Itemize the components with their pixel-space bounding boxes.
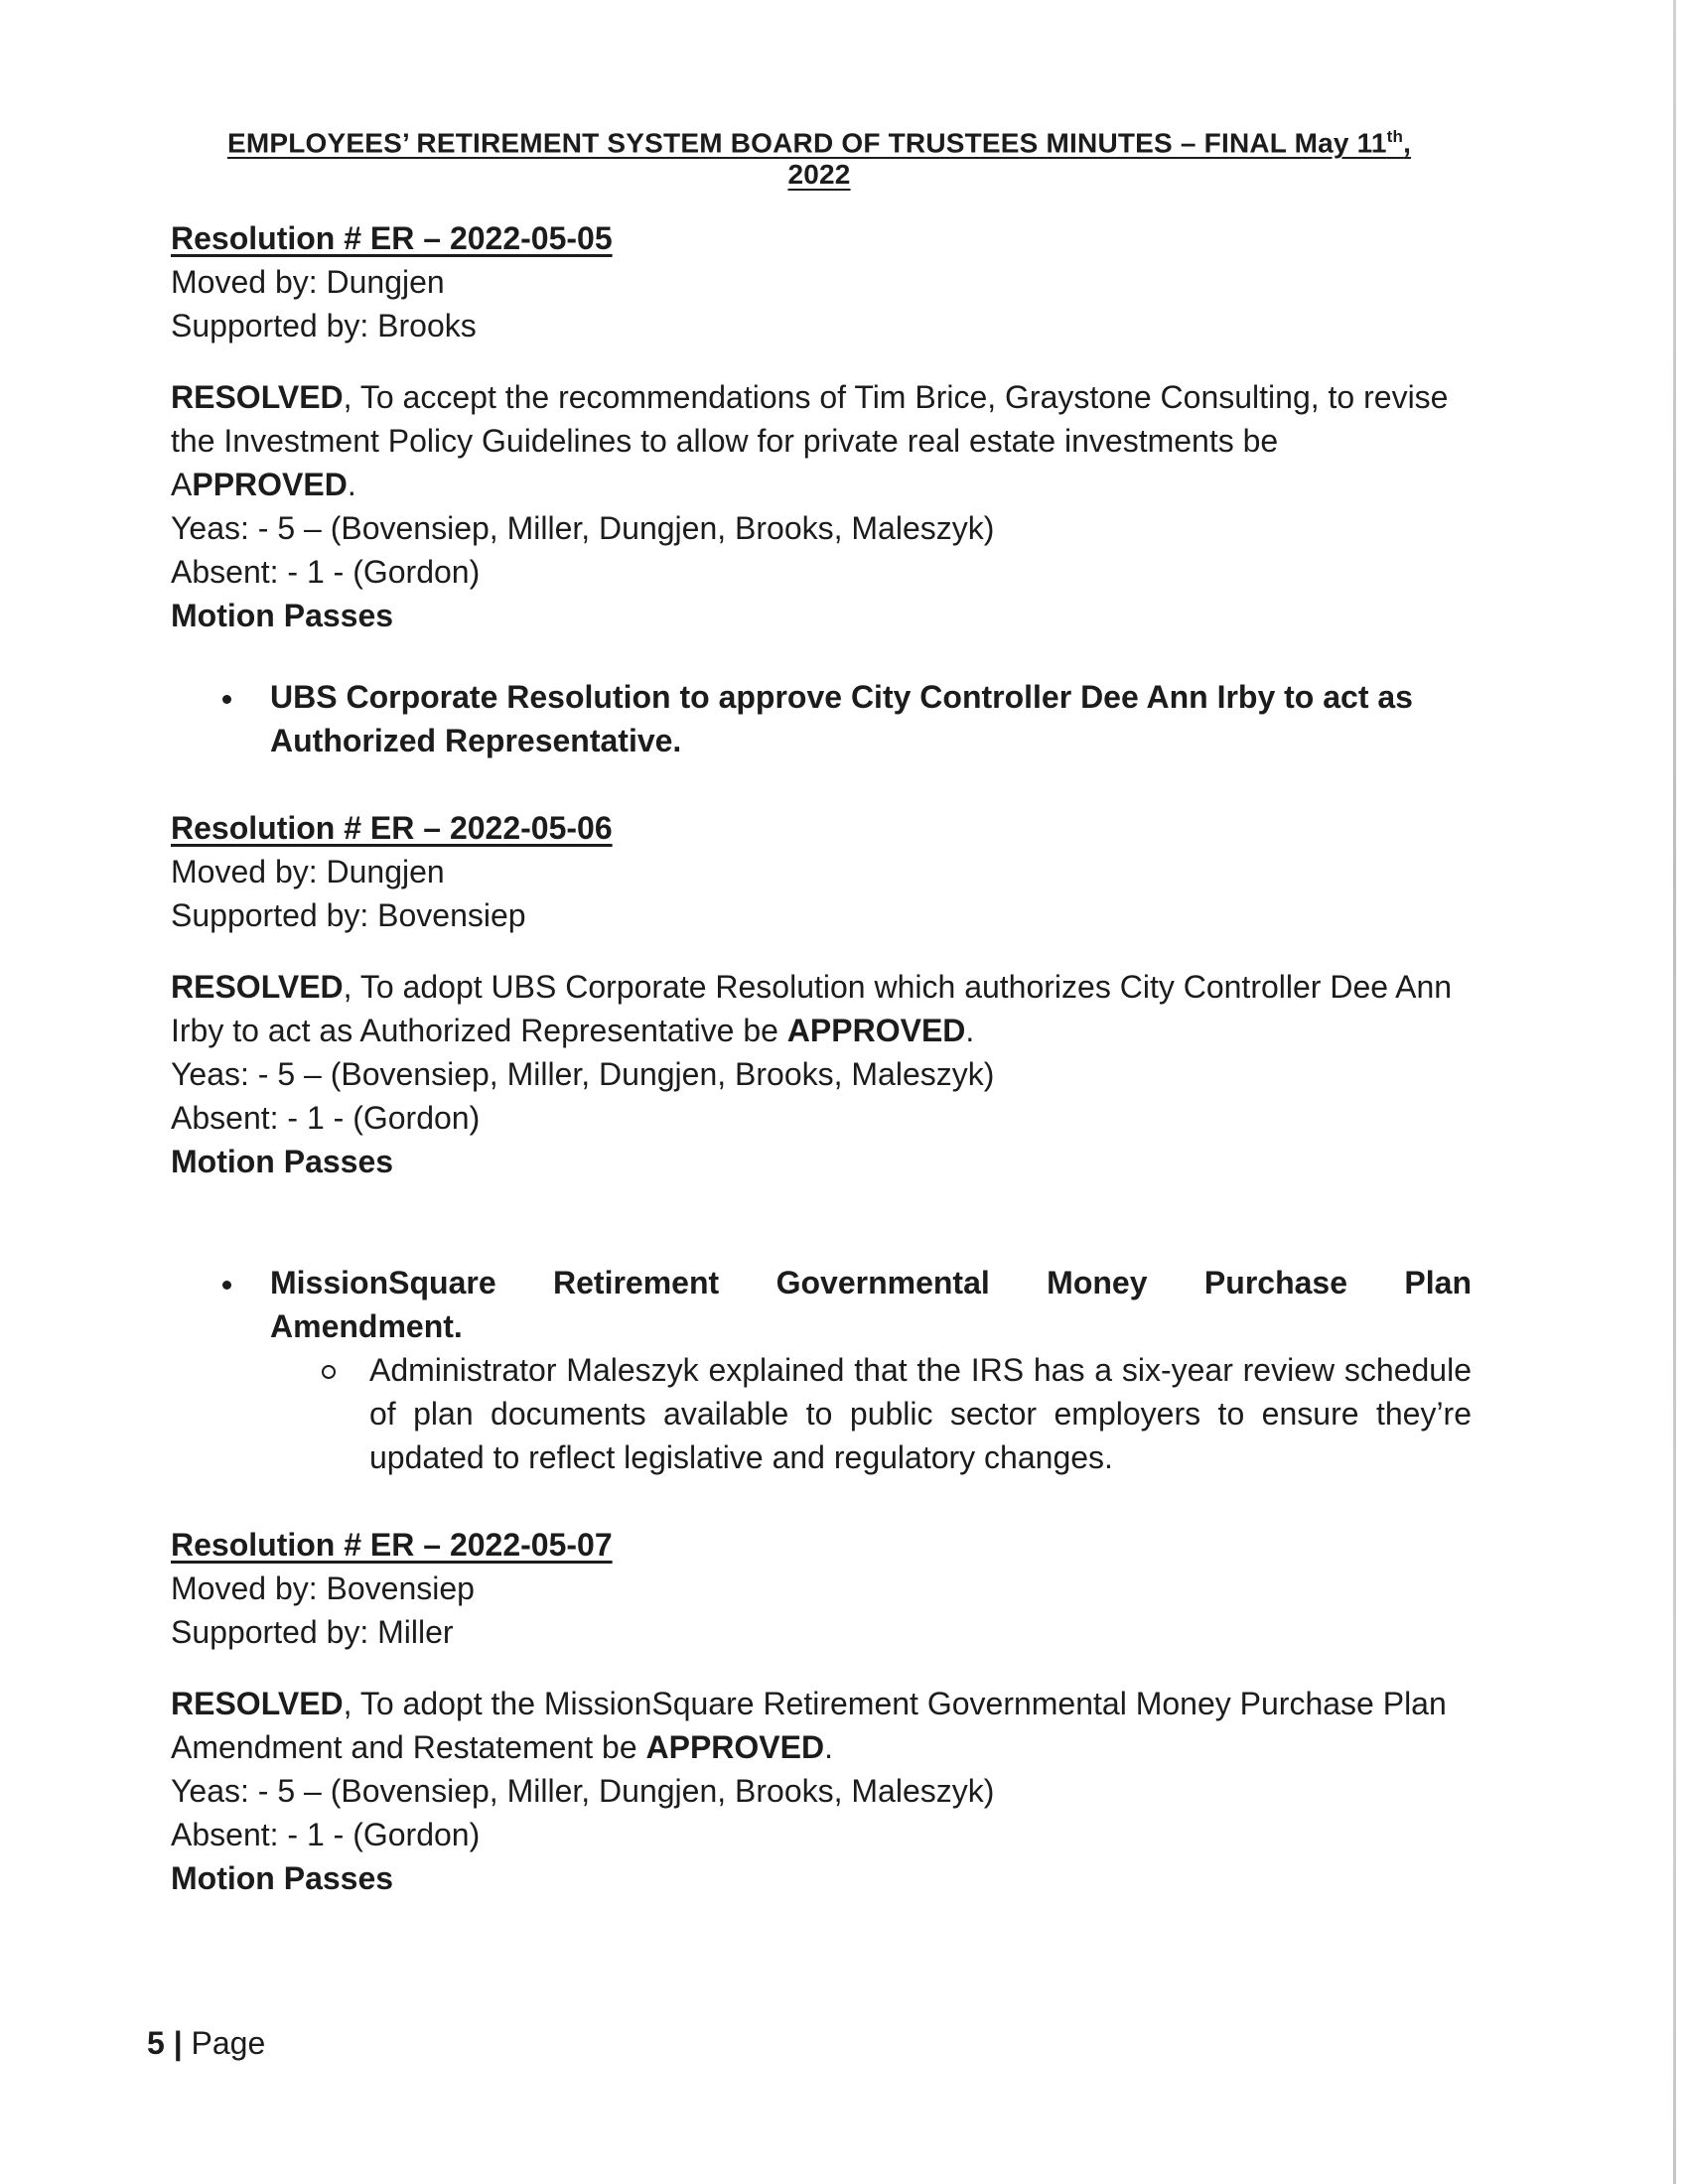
resolved-label: RESOLVED (171, 1686, 344, 1721)
yeas-vote: Yeas: - 5 – (Bovensiep, Miller, Dungjen, Brooks, Maleszyk) (171, 510, 995, 546)
header-title-sup: th (1386, 127, 1404, 146)
absent-vote: Absent: - 1 - (Gordon) (171, 1100, 481, 1136)
resolved-text: , To accept the recommendations of Tim Brice, Graystone Consulting, to revise the Investment Policy Guidelines to allow for private real estate investments be (171, 379, 1449, 459)
page-number: 5 (147, 2025, 165, 2061)
circle-bullet-icon (322, 1365, 336, 1379)
sub-bullet (171, 1348, 1472, 1479)
bullet-text-line1: MissionSquare Retirement Governmental Money Purchase Plan (270, 1265, 1472, 1300)
absent-vote: Absent: - 1 - (Gordon) (171, 554, 481, 590)
approved-a: A (171, 467, 193, 502)
approved-label: APPROVED (786, 1013, 966, 1048)
motion-result: Motion Passes (171, 598, 394, 633)
resolved-label: RESOLVED (171, 379, 344, 415)
approved-period: . (824, 1729, 833, 1765)
agenda-bullet-missionsquare (171, 1261, 1472, 1479)
resolution-2022-05-07 (171, 1523, 1472, 1900)
resolution-2022-05-05 (171, 216, 1472, 637)
moved-by: Moved by: Dungjen (171, 854, 445, 889)
minutes-content (171, 216, 1472, 1900)
header-title-end: , 2022 (787, 127, 1412, 191)
motion-result: Motion Passes (171, 1860, 394, 1896)
supported-by: Supported by: Bovensiep (171, 897, 526, 933)
resolved-paragraph (171, 1682, 1472, 1769)
bullet-text-line2: Amendment. (270, 1308, 463, 1344)
page-edge (1673, 0, 1676, 2184)
motion-result: Motion Passes (171, 1144, 394, 1179)
bullet-text: UBS Corporate Resolution to approve City Controller Dee Ann Irby to act as Authorized Representative. (270, 679, 1413, 758)
bullet-dot-icon (222, 1281, 231, 1290)
resolved-text: , To adopt UBS Corporate Resolution which authorizes City Controller Dee Ann Irby to act as Authorized Representative be (171, 969, 1453, 1048)
resolution-title: Resolution # ER – 2022-05-06 (171, 810, 613, 846)
sub-bullet-text: Administrator Maleszyk explained that the IRS has a six-year review schedule of plan documents available to public sector employers to ensure they’re updated to reflect legislative and regulatory changes. (369, 1352, 1472, 1475)
approved-period: . (347, 467, 356, 502)
bullet-dot-icon (222, 695, 231, 704)
resolved-label: RESOLVED (171, 969, 344, 1005)
approved-period: . (965, 1013, 975, 1048)
page-separator: | (164, 2025, 192, 2061)
resolution-title: Resolution # ER – 2022-05-05 (171, 220, 613, 256)
resolved-paragraph (171, 375, 1472, 506)
absent-vote: Absent: - 1 - (Gordon) (171, 1817, 481, 1852)
page-label: Page (191, 2025, 266, 2061)
supported-by: Supported by: Miller (171, 1614, 454, 1650)
resolved-paragraph (171, 965, 1472, 1052)
page-footer (147, 2025, 265, 2062)
moved-by: Moved by: Dungjen (171, 264, 445, 300)
header-title: EMPLOYEES’ RETIREMENT SYSTEM BOARD OF TRUSTEES MINUTES – FINAL May 11 (226, 127, 1387, 159)
approved-label: PPROVED (192, 467, 348, 502)
page-header (199, 127, 1440, 191)
moved-by: Moved by: Bovensiep (171, 1570, 475, 1606)
resolution-title: Resolution # ER – 2022-05-07 (171, 1527, 613, 1563)
resolution-2022-05-06 (171, 806, 1472, 1183)
agenda-bullet-ubs (171, 675, 1472, 762)
resolved-text: , To adopt the MissionSquare Retirement Governmental Money Purchase Plan Amendment and Restatement be (171, 1686, 1447, 1765)
yeas-vote: Yeas: - 5 – (Bovensiep, Miller, Dungjen, Brooks, Maleszyk) (171, 1056, 995, 1092)
supported-by: Supported by: Brooks (171, 308, 477, 343)
approved-label: APPROVED (645, 1729, 825, 1765)
yeas-vote: Yeas: - 5 – (Bovensiep, Miller, Dungjen, Brooks, Maleszyk) (171, 1773, 995, 1809)
